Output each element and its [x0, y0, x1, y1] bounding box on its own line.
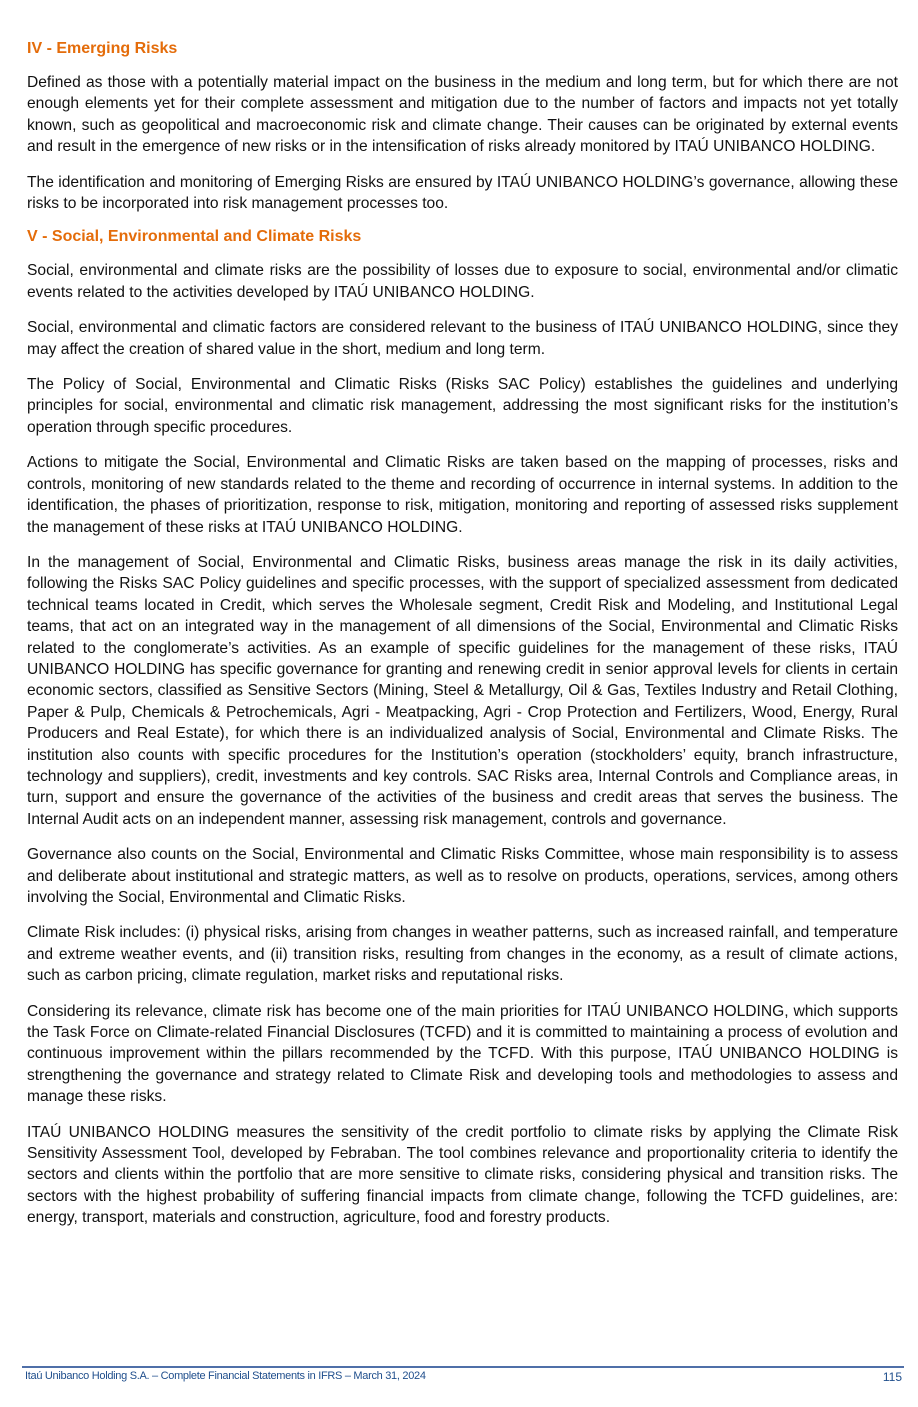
paragraph: Social, environmental and climate risks are the possibility of losses due to exposure to social, environmental and/or climatic events related to the activities developed by ITAÚ UNIBANCO HOLDING.: [27, 262, 898, 301]
document-body: [27, 38, 898, 1243]
paragraph: The identification and monitoring of Emerging Risks are ensured by ITAÚ UNIBANCO HOLDING’s governance, allowing these risks to be incorporated into risk management processes too.: [27, 173, 898, 213]
paragraph: Climate Risk includes: (i) physical risks, arising from changes in weather patterns, such as increased rainfall, and temperature and extreme weather events, and (ii) transition risks, resulting from changes in the economy, as a result of climate actions, such as carbon pricing, climate regulation, market risks and reputational risks.: [27, 924, 898, 985]
section-heading-social-environmental-climate-risks: V - Social, Environmental and Climate Risks: [27, 228, 362, 246]
section-heading-emerging-risks: IV - Emerging Risks: [27, 40, 178, 57]
paragraph: ITAÚ UNIBANCO HOLDING measures the sensitivity of the credit portfolio to climate risks by applying the Climate Risk Sensitivity Assessment Tool, developed by Febraban. The tool combines relevance and proportionality criteria to identify the sectors and clients within the portfolio that are more sensitive to climate risks, considering physical and transition risks. The sectors with the highest probability of suffering financial impacts from climate change, following the TCFD guidelines, are: energy, transport, materials and construction, agriculture, food and forestry products.: [27, 1123, 898, 1227]
footer-text: Itaú Unibanco Holding S.A. – Complete Financial Statements in IFRS – March 31, 2024: [25, 1370, 426, 1382]
paragraph: In the management of Social, Environmental and Climatic Risks, business areas manage the risk in its daily activities, following the Risks SAC Policy guidelines and specific processes, with the support of specialized assessment from dedicated technical teams located in Credit, which serves the Wholesale segment, Credit Risk and Modeling, and Institutional Legal teams, that act on an integrated way in the management of all dimensions of the Social, Environmental and Climatic Risks related to the conglomerate’s activities. As an example of specific guidelines for the management of these risks, ITAÚ UNIBANCO HOLDING has specific governance for granting and renewing credit in senior approval levels for clients in certain economic sectors, classified as Sensitive Sectors (Mining, Steel & Metallurgy, Oil & Gas, Textiles Industry and Retail Clothing, Paper & Pulp, Chemicals & Petrochemicals, Agri - Meatpacking, Agri - Crop Protection and Fertilizers, Wood, Energy, Rural Producers and Real Estate), for which there is an individualized analysis of Social, Environmental and Climate Risks. The institution also counts with specific procedures for the Institution’s operation (stockholders’ equity, branch infrastructure, technology and suppliers), credit, investments and key controls. SAC Risks area, Internal Controls and Compliance areas, in turn, support and ensure the governance of the activities of the business and credit areas that serves the business. The Internal Audit acts on an independent manner, assessing risk management, controls and governance.: [27, 553, 898, 828]
paragraph: Considering its relevance, climate risk has become one of the main priorities for ITAÚ UNIBANCO HOLDING, which supports the Task Force on Climate-related Financial Disclosures (TCFD) and it is committed to maintaining a process of evolution and continuous improvement within the pillars recommended by the TCFD. With this purpose, ITAÚ UNIBANCO HOLDING is strengthening the governance and strategy related to Climate Risk and developing tools and methodologies to assess and manage these risks.: [27, 1002, 898, 1106]
paragraph: Defined as those with a potentially material impact on the business in the medium and long term, but for which there are not enough elements yet for their complete assessment and mitigation due to the number of factors and impacts not yet totally known, such as geopolitical and macroeconomic risk and climate change. Their causes can be originated by external events and result in the emergence of new risks or in the intensification of risks already monitored by ITAÚ UNIBANCO HOLDING.: [27, 74, 898, 156]
footer-divider: [22, 1366, 904, 1368]
page-number: 115: [882, 1370, 902, 1384]
paragraph: Actions to mitigate the Social, Environmental and Climatic Risks are taken based on the mapping of processes, risks and controls, monitoring of new standards related to the theme and recording of occurrence in internal systems. In addition to the identification, the phases of prioritization, response to risk, mitigation, monitoring and reporting of assessed risks supplement the management of these risks at ITAÚ UNIBANCO HOLDING.: [27, 454, 898, 536]
paragraph: Social, environmental and climatic factors are considered relevant to the business of ITAÚ UNIBANCO HOLDING, since they may affect the creation of shared value in the short, medium and long term.: [27, 319, 898, 358]
paragraph: Governance also counts on the Social, Environmental and Climatic Risks Committee, whose main responsibility is to assess and deliberate about institutional and strategic matters, as well as to resolve on products, operations, services, among others involving the Social, Environmental and Climatic Risks.: [27, 846, 898, 906]
paragraph: The Policy of Social, Environmental and Climatic Risks (Risks SAC Policy) establishes the guidelines and underlying principles for social, environmental and climatic risk management, addressing the most significant risks for the institution’s operation through specific procedures.: [27, 376, 898, 436]
